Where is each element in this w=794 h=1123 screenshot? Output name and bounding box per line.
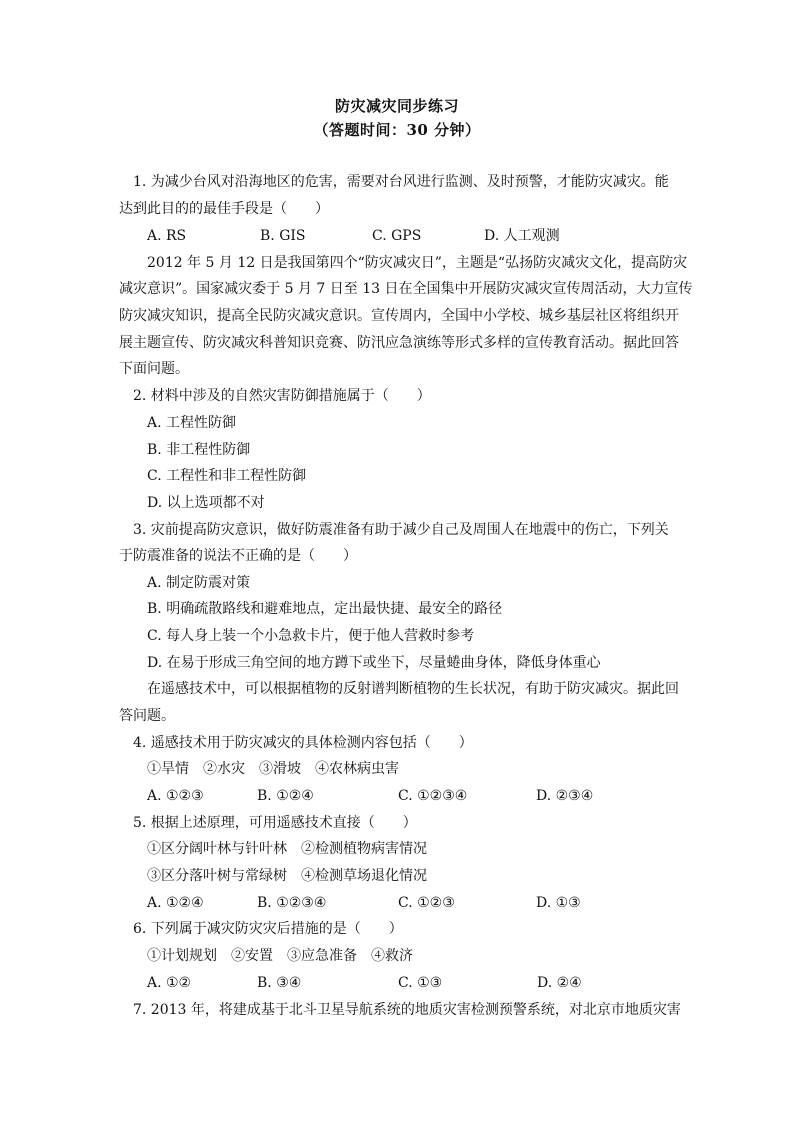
q6-items: ①计划规划 ②安置 ③应急准备 ④救济 bbox=[147, 948, 413, 964]
q1-option-c: C. GPS bbox=[372, 228, 422, 244]
q6-option-a: A. ①② bbox=[147, 975, 192, 991]
q1-stem-line-2: 达到此目的的最佳手段是（ ） bbox=[119, 201, 329, 217]
q2-option-c: C. 工程性和非工程性防御 bbox=[147, 468, 307, 484]
material-1-line-2: 减灾意识”。国家减灾委于 5 月 7 日至 13 日在全国集中开展防灾减灾宣传周活动，大力宣传 bbox=[119, 281, 693, 297]
q4-option-d: D. ②③④ bbox=[536, 788, 594, 804]
material-2-line-1: 在遥感技术中，可以根据植物的反射谱判断植物的生长状况，有助于防灾减灾。据此回 bbox=[147, 681, 679, 697]
q5-stem: 5. 根据上述原理，可用遥感技术直接（ ） bbox=[133, 815, 417, 831]
q6-option-d: D. ②④ bbox=[537, 975, 582, 991]
page-title: 防灾减灾同步练习 bbox=[334, 97, 459, 115]
q3-option-b: B. 明确疏散路线和避难地点，定出最快捷、最安全的路径 bbox=[147, 601, 503, 617]
q6-stem: 6. 下列属于减灾防灾灾后措施的是（ ） bbox=[133, 921, 403, 937]
material-1-line-5: 下面问题。 bbox=[119, 361, 189, 377]
q7-stem-line-1: 7. 2013 年，将建成基于北斗卫星导航系统的地质灾害检测预警系统，对北京市地质灾害 bbox=[133, 1002, 681, 1018]
q3-option-c: C. 每人身上装一个小急救卡片，便于他人营救时参考 bbox=[147, 628, 475, 644]
q1-option-b: B. GIS bbox=[260, 228, 306, 244]
q5-option-c: C. ①②③ bbox=[398, 895, 455, 911]
q2-option-a: A. 工程性防御 bbox=[147, 415, 237, 431]
q4-option-c: C. ①②③④ bbox=[398, 788, 468, 804]
material-1-line-4: 展主题宣传、防灾减灾科普知识竞赛、防汛应急演练等形式多样的宣传教育活动。据此回答 bbox=[119, 335, 679, 351]
q3-stem-line-2: 于防震准备的说法不正确的是（ ） bbox=[119, 548, 357, 564]
q2-option-d: D. 以上选项都不对 bbox=[147, 495, 265, 511]
q2-option-b: B. 非工程性防御 bbox=[147, 442, 251, 458]
q2-stem: 2. 材料中涉及的自然灾害防御措施属于（ ） bbox=[133, 388, 431, 404]
q6-option-c: C. ①③ bbox=[398, 975, 443, 991]
q3-option-d: D. 在易于形成三角空间的地方蹲下或坐下，尽量蜷曲身体，降低身体重心 bbox=[147, 655, 601, 671]
q5-option-d: D. ①③ bbox=[536, 895, 581, 911]
q1-option-d: D. 人工观测 bbox=[484, 228, 560, 244]
page-subtitle: （答题时间：30 分钟） bbox=[313, 121, 481, 139]
material-2-line-2: 答问题。 bbox=[119, 708, 175, 724]
q4-option-b: B. ①②④ bbox=[257, 788, 314, 804]
material-1-line-1: 2012 年 5 月 12 日是我国第四个“防灾减灾日”，主题是“弘扬防灾减灾文化，提高防灾 bbox=[147, 255, 688, 271]
q5-option-a: A. ①②④ bbox=[147, 895, 204, 911]
q4-items: ①旱情 ②水灾 ③滑坡 ④农林病虫害 bbox=[147, 761, 399, 777]
q5-option-b: B. ①②③④ bbox=[257, 895, 327, 911]
q4-option-a: A. ①②③ bbox=[147, 788, 204, 804]
q5-items-line-1: ①区分阔叶林与针叶林 ②检测植物病害情况 bbox=[147, 841, 427, 857]
q6-option-b: B. ③④ bbox=[257, 975, 302, 991]
q4-stem: 4. 遥感技术用于防灾减灾的具体检测内容包括（ ） bbox=[133, 735, 473, 751]
q5-items-line-2: ③区分落叶树与常绿树 ④检测草场退化情况 bbox=[147, 868, 427, 884]
material-1-line-3: 防灾减灾知识，提高全民防灾减灾意识。宣传周内，全国中小学校、城乡基层社区将组织开 bbox=[119, 308, 679, 324]
q1-option-a: A. RS bbox=[147, 228, 187, 244]
q3-option-a: A. 制定防震对策 bbox=[147, 575, 251, 591]
q3-stem-line-1: 3. 灾前提高防灾意识，做好防震准备有助于减少自己及周围人在地震中的伤亡，下列关 bbox=[133, 522, 669, 538]
q1-stem-line-1: 1. 为减少台风对沿海地区的危害，需要对台风进行监测、及时预警，才能防灾减灾。能 bbox=[133, 174, 669, 190]
